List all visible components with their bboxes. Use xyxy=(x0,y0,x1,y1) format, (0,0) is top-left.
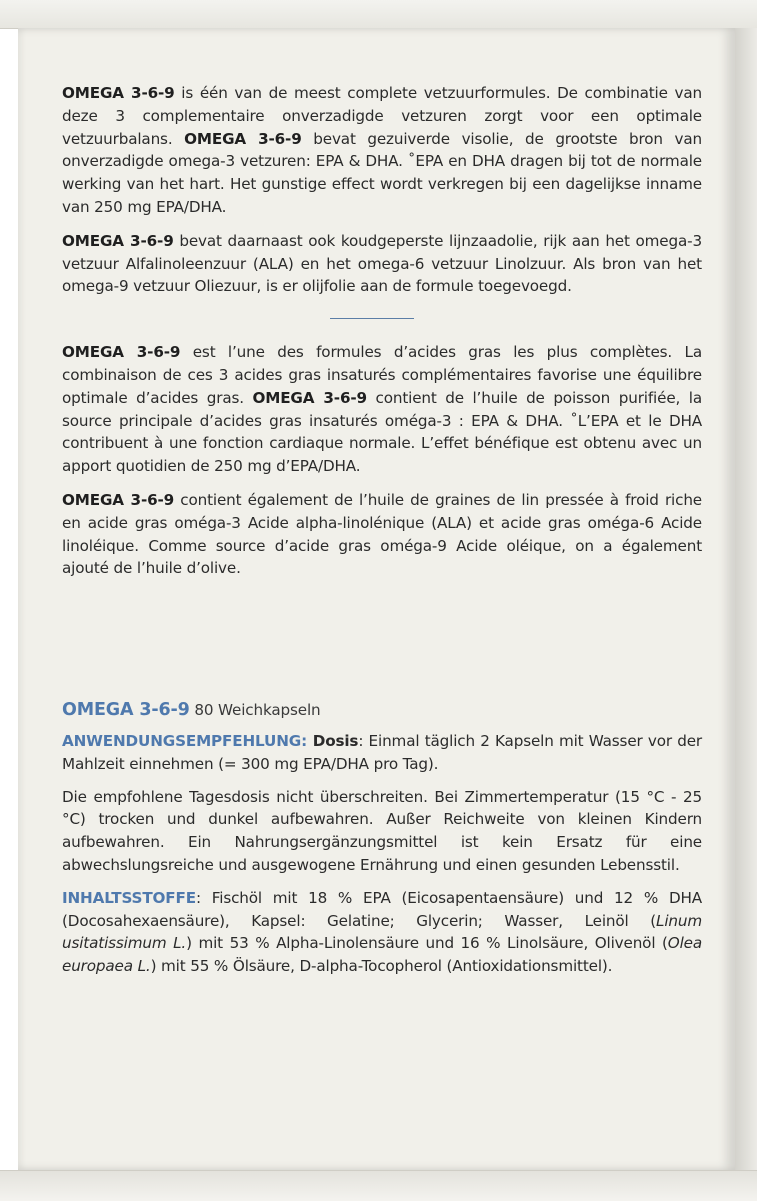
product-name: OMEGA 3-6-9 xyxy=(62,700,190,721)
nl-paragraph-2: OMEGA 3-6-9 bevat daarnaast ook koudgeperste lijnzaadolie, rijk aan het omega-3 vetzuur Alfalinoleenzuur (ALA) en het omega-6 vetzuur Linolzuur. Als bron van het omega-9 vetzuur Oliezuur, is er olijfolie aan de formule toegevoegd. xyxy=(62,231,702,296)
label-text xyxy=(62,82,702,988)
ingredients-label: INHALTSSTOFFE xyxy=(62,888,196,907)
warning-text: Die empfohlene Tagesdosis nicht überschreiten. Bei Zimmertemperatur (15 °C - 25 °C) trocken und dunkel aufbewahren. Außer Reichweite von kleinen Kindern aufbewahren. Ein Nahrungsergänzungsmittel ist kein Ersatz für eine abwechslungsreiche und ausgewogene Ernährung und einen gesunden Lebensstil. xyxy=(62,787,702,874)
brand-name: OMEGA 3-6-9 xyxy=(62,231,174,250)
box-bottom-edge xyxy=(0,1170,757,1201)
product-quantity: 80 Weichkapseln xyxy=(194,701,321,720)
fr-paragraph-1: OMEGA 3-6-9 est l’une des formules d’acides gras les plus complètes. La combinaison de ces 3 acides gras insaturés complémentaires favorise une équilibre optimale d’acides gras. OMEGA 3-6-9 contient de l’huile de poisson purifiée, la source principale d’acides gras insaturés oméga-3 : EPA & DHA. ˚L’EPA et le DHA contribuent à une fonction cardiaque normale. L’effet bénéfique est obtenu avec un apport quotidien de 250 mg d’EPA/DHA. xyxy=(62,343,702,476)
usage-recommendation: ANWENDUNGSEMPFEHLUNG: Dosis: Einmal täglich 2 Kapseln mit Wasser vor der Mahlzeit einnehmen (= 300 mg EPA/DHA pro Tag). xyxy=(62,731,702,773)
section-divider xyxy=(330,318,414,319)
blank-space xyxy=(62,591,702,699)
brand-name: OMEGA 3-6-9 xyxy=(62,490,175,509)
de-section xyxy=(62,699,702,978)
box-right-edge xyxy=(735,28,757,1170)
brand-name: OMEGA 3-6-9 xyxy=(62,84,175,102)
ingredients: INHALTSSTOFFE: Fischöl mit 18 % EPA (Eicosapentaensäure) und 12 % DHA (Docosahexaensäure), Kapsel: Gelatine; Glycerin; Wasser, Leinöl (Linum usitatissimum L.) mit 53 % Alpha-Linolensäure und 16 % Linolsäure, Olivenöl (Olea europaea L.) mit 55 % Ölsäure, D-alpha-Tocopherol (Antioxidationsmittel). xyxy=(62,888,702,976)
fr-paragraph-2: OMEGA 3-6-9 contient également de l’huile de graines de lin pressée à froid riche en acide gras oméga-3 Acide alpha-linolénique (ALA) et acide gras oméga-6 Acide linoléique. Comme source d’acide gras oméga-9 Acide oléique, on a également ajouté de l’huile d’olive. xyxy=(62,490,702,578)
brand-name: OMEGA 3-6-9 xyxy=(62,343,181,362)
dose-label: Dosis xyxy=(312,731,359,750)
box-top-edge xyxy=(0,0,757,29)
product-heading xyxy=(62,699,702,722)
brand-name: OMEGA 3-6-9 xyxy=(184,129,302,148)
usage-label: ANWENDUNGSEMPFEHLUNG xyxy=(62,731,302,750)
brand-name: OMEGA 3-6-9 xyxy=(252,388,367,407)
nl-paragraph-1: OMEGA 3-6-9 is één van de meest complete vetzuurformules. De combinatie van deze 3 complementaire onverzadigde vetzuren zorgt voor een optimale vetzuurbalans. OMEGA 3-6-9 bevat gezuiverde visolie, de grootste bron van onverzadigde omega-3 vetzuren: EPA & DHA. ˚EPA en DHA dragen bij tot de normale werking van het hart. Het gunstige effect wordt verkregen bij een dagelijkse inname van 250 mg EPA/DHA. xyxy=(62,84,702,216)
